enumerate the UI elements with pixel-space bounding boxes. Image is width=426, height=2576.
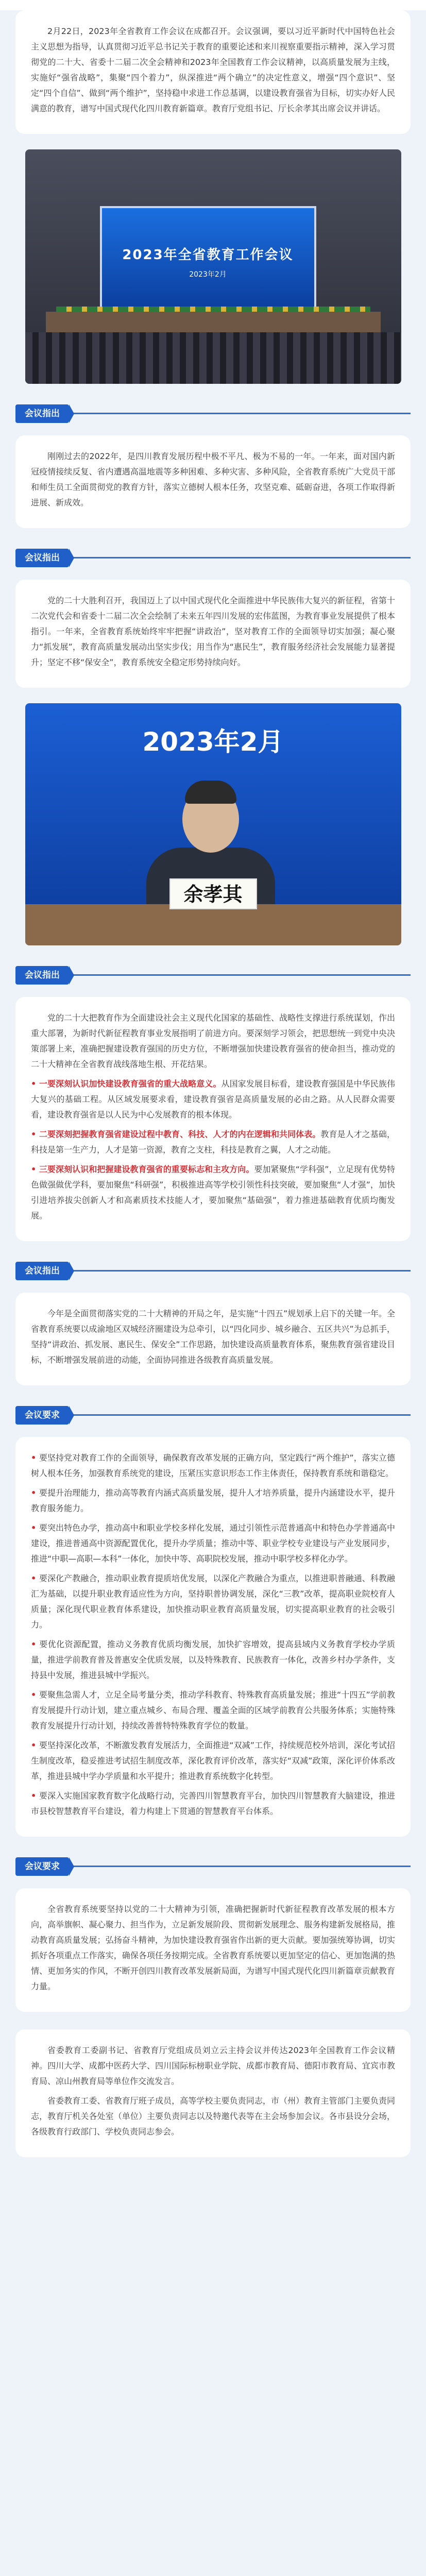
bullet-item: • 要深入实施国家教育数字化战略行动，完善四川智慧教育平台，加快四川智慧教育大脑建设，推进市县校智慧教育平台建设，着力构建上下贯通的智慧教育平台体系。 — [31, 1791, 395, 1816]
section-paragraph: 党的二十大把教育作为全面建设社会主义现代化国家的基础性、战略性支撑进行系统谋划，作出重大部署，为新时代新征程教育事业发展指明了前进方向。要深刻学习领会，把思想统一到党中央决策部署上来，准确把握建设教育强国的历史方位，不断增强加快建设教育强省的使命担当，推动党的二十大精神在全省教育战线落地生根、开花结果。 — [31, 1013, 395, 1069]
bullet-dot-icon: • — [31, 1129, 39, 1139]
section-divider-line — [15, 974, 411, 976]
speaker-nameplate: 余孝其 — [169, 878, 257, 909]
section-header-1 — [15, 401, 411, 426]
section-card-6 — [15, 1888, 411, 2012]
section-paragraph: 党的二十大胜利召开，我国迈上了以中国式现代化全面推进中华民族伟大复兴的新征程，省第十二次党代会和省委十二届二次全会绘制了未来五年四川发展的宏伟蓝图，为教育事业发展提供了根本指引。一年来，全省教育系统始终牢牢把握“讲政治”，坚对教育工作的全面领导切实加强；凝心聚力“抓发展”，教育高质量发展动出坚实步伐；用当作为“惠民生”，教育服务经济社会发展能力显著提升；坚定不移“保安全”，教育系统安全稳定形势持续向好。 — [31, 596, 395, 667]
backdrop-title: 2023年2月 — [142, 727, 284, 757]
bullet-item: • 要提升治理能力，推动高等教育内涵式高质量发展，提升人才培养质量，提升内涵建设水平，提升教育服务能力。 — [31, 1488, 395, 1513]
bullet-item: • 三要深刻认识和把握建设教育强省的重要标志和主攻方向。要加紧聚焦“学科强”，立足现有优势特色做强做优学科，要加聚焦“科研强”，积极推进高等学校引领性科技突破，要加聚焦“人才强”，加快引进培养拔尖创新人才和高素质技术技能人才，要加聚焦“基础强”，着力推进基础教育优质均衡发展。 — [31, 1164, 395, 1221]
section-card-1 — [15, 435, 411, 528]
section-tag: 会议指出 — [15, 549, 69, 567]
bullet-dot-icon: • — [31, 1690, 39, 1700]
section-header-6 — [15, 1854, 411, 1879]
bullet-item: • 要聚焦急需人才，立足全局考量分类，推动学科教育、特殊教育高质量发展；推进“十四五”学前教育发展提升行动计划，建立重点城乡、布局合理、覆盖全面的区域学前教育公共服务体系；实施特殊教育发展提升行动计划，持续改善普特特殊教育学位的数量。 — [31, 1690, 395, 1731]
bullet-item: • 要坚持深化改革，不断激发教育发展活力，全面推进“双减”工作，持续规范校外培训，深化考试招生制度改革，稳妥推进考试招生制度改革，深化教育评价改革，落实好“双减”政策，深化评价体系改革，推进县城中学办学质量和水平提升；推进教育系统数字化转型。 — [31, 1740, 395, 1781]
bullet-dot-icon: • — [31, 1164, 39, 1174]
section-header-2 — [15, 546, 411, 570]
speaker-hair — [185, 781, 236, 804]
bullet-dot-icon: • — [31, 1573, 39, 1583]
stage-table — [46, 312, 381, 332]
intro-paragraph: 2月22日，2023年全省教育工作会议在成都召开。会议强调，要以习近平新时代中国特色社会主义思想为指导，认真贯彻习近平总书记关于教育的重要论述和来川视察重要指示精神，深入学习贯彻党的二十大、省委十二届二次全会精神和2023年全国教育工作会议精神，以高质量发展为主线，实施好“强省战略”，集聚“四个着力”，纵深推进“两个确立”的决定性意义，增强“四个意识”、坚定“四个自信”、做到“两个维护”，坚持稳中求进工作总基调，以建设教育强省为目标，切实办好人民满意的教育，谱写中国式现代化四川教育新篇章。教育厅党组书记、厅长余孝其出席会议并讲话。 — [31, 26, 395, 113]
section-divider-line — [15, 413, 411, 414]
section-header-3 — [15, 963, 411, 988]
section-tag: 会议指出 — [15, 1262, 69, 1280]
bullet-item: • 要坚持党对教育工作的全面领导，确保教育改革发展的正确方向，坚定践行“两个维护”，落实立德树人根本任务，加强教育系统党的建设，压紧压实意识形态工作主体责任，保持教育系统和谐稳定。 — [31, 1453, 395, 1478]
screen-date: 2023年2月 — [189, 270, 227, 279]
section-tag: 会议指出 — [15, 966, 69, 985]
bullet-dot-icon: • — [31, 1639, 40, 1649]
bullet-item: • 二要深刻把握教育强省建设过程中教育、科技、人才的内在逻辑和共同体表。教育是人才之基础，科技是第一生产力，人才是第一资源，教育之支柱，科技是教育之翼，人才之动能。 — [31, 1129, 395, 1155]
article-page — [0, 10, 426, 2576]
section-header-5 — [15, 1403, 411, 1428]
section-divider-line — [15, 1270, 411, 1272]
screen-title: 2023年全省教育工作会议 — [122, 247, 294, 263]
stage-screen — [100, 206, 316, 309]
section-header-4 — [15, 1259, 411, 1283]
bullet-dot-icon: • — [31, 1740, 39, 1750]
bullet-item: • 要突出特色办学，推动高中和职业学校多样化发展，通过引领性示范普通高中和特色办学普通高中建设，推进普通高中资源配置优化，提升办学质量；推动中等、职业学校专业建设与产业发展同步，推进“中职—高职—本科”一体化，加快中等、高职院校发展，推动中职学校多样化办学。 — [31, 1523, 395, 1564]
bullet-dot-icon: • — [31, 1079, 39, 1089]
closing-paragraph: 省委教育工委、省教育厅班子成员，高等学校主要负责同志，市（州）教育主管部门主要负责同志，教育厅机关各处室（单位）主要负责同志以及特邀代表等在主会场参加会议。各市县设分会场，各级教育行政部门、学校负责同志参会。 — [31, 2096, 395, 2137]
bullet-dot-icon: • — [31, 1488, 39, 1498]
section-card-2 — [15, 580, 411, 688]
section-paragraph: 全省教育系统要坚持以党的二十大精神为引领，准确把握新时代新征程教育改革发展的根本方向，高举旗帜、凝心聚力、担当作为，立足新发展阶段、贯彻新发展理念、服务构建新发展格局，推动教育高质量发展；弘扬奋斗精神，为加快建设教育强省作出新的更大贡献。要加强统筹协调，切实抓好各项重点工作落实，确保各项任务按期完成。全省教育系统要以更加坚定的信心、更加饱满的热情、更加务实的作风，不断开创四川教育改革发展新局面，为谱写中国式现代化四川新篇章贡献教育力量。 — [31, 1904, 395, 1991]
section-divider-line — [15, 1414, 411, 1416]
bullet-item: • 要优化资源配置，推动义务教育优质均衡发展，加快扩容增效，提高县域内义务教育学校办学质量，推进学前教育普及普惠安全优质发展，以及特殊教育、民族教育一体化，改善乡村办学条件，支持县中发展，推进县城中学振兴。 — [31, 1639, 395, 1680]
closing-card — [15, 2029, 411, 2157]
bullet-item: • 一要深刻认识加快建设教育强省的重大战略意义。从国家发展目标看，建设教育强国是中华民族伟大复兴的基础工程。从区域发展要求看，建设教育强省是高质量发展的必由之路。从人民群众需要看，建设教育强省是以人民为中心发展教育的根本体现。 — [31, 1079, 395, 1120]
speaker-photo — [25, 703, 401, 945]
conference-hall-photo — [25, 149, 401, 384]
bullet-dot-icon: • — [31, 1791, 39, 1801]
intro-card — [15, 10, 411, 134]
section-tag: 会议要求 — [15, 1406, 69, 1425]
section-paragraph: 今年是全面贯彻落实党的二十大精神的开局之年，是实施“十四五”规划承上启下的关键一年。全省教育系统要以成渝地区双城经济圈建设为总牵引，以“四化同步、城乡融合、五区共兴”为总抓手，坚持“讲政治、抓发展、惠民生、保安全”工作思路，加快建设高质量教育体系，聚焦教育强省建设目标，不断增强发展前进的动能，全面协同推进各级教育高质量发展。 — [31, 1309, 395, 1365]
section-card-5 — [15, 1437, 411, 1837]
section-card-4 — [15, 1293, 411, 1385]
bullet-dot-icon: • — [31, 1453, 39, 1463]
bullet-item: • 要深化产教融合，推动职业教育提质培优发展，以深化产教融合为重点，以推进职普融通、科教融汇为基础，以提升职业教育适应性为方向，坚持职普协调发展，深化“三教”改革，提高职业院校育人质量；深化现代职业教育体系建设，加快推动职业教育高质量发展，切实提高职业教育的社会吸引力。 — [31, 1573, 395, 1630]
section-card-3 — [15, 997, 411, 1241]
audience — [25, 332, 401, 384]
speaker-desk — [25, 904, 401, 945]
section-tag: 会议要求 — [15, 1857, 69, 1876]
bullet-dot-icon: • — [31, 1523, 39, 1533]
section-paragraph: 刚刚过去的2022年，是四川教育发展历程中极不平凡、极为不易的一年。一年来，面对国内新冠疫情接续反复、省内遭遇高温地震等多种困难、多种灾害、多种风险，全省教育系统广大党员干部和师生员工全面贯彻党的教育方针，落实立德树人根本任务，攻坚克难、砥砺奋进，各项工作取得新进展、新成效。 — [31, 451, 395, 507]
section-divider-line — [15, 557, 411, 558]
section-tag: 会议指出 — [15, 404, 69, 423]
closing-paragraph: 省委教育工委副书记、省教育厅党组成员刘立云主持会议并传达2023年全国教育工作会议精神。四川大学、成都中医药大学、四川国际标榜职业学院、成都市教育局、德阳市教育局、宜宾市教育局、凉山州教育局等单位作交流发言。 — [31, 2045, 395, 2086]
section-divider-line — [15, 1866, 411, 1867]
